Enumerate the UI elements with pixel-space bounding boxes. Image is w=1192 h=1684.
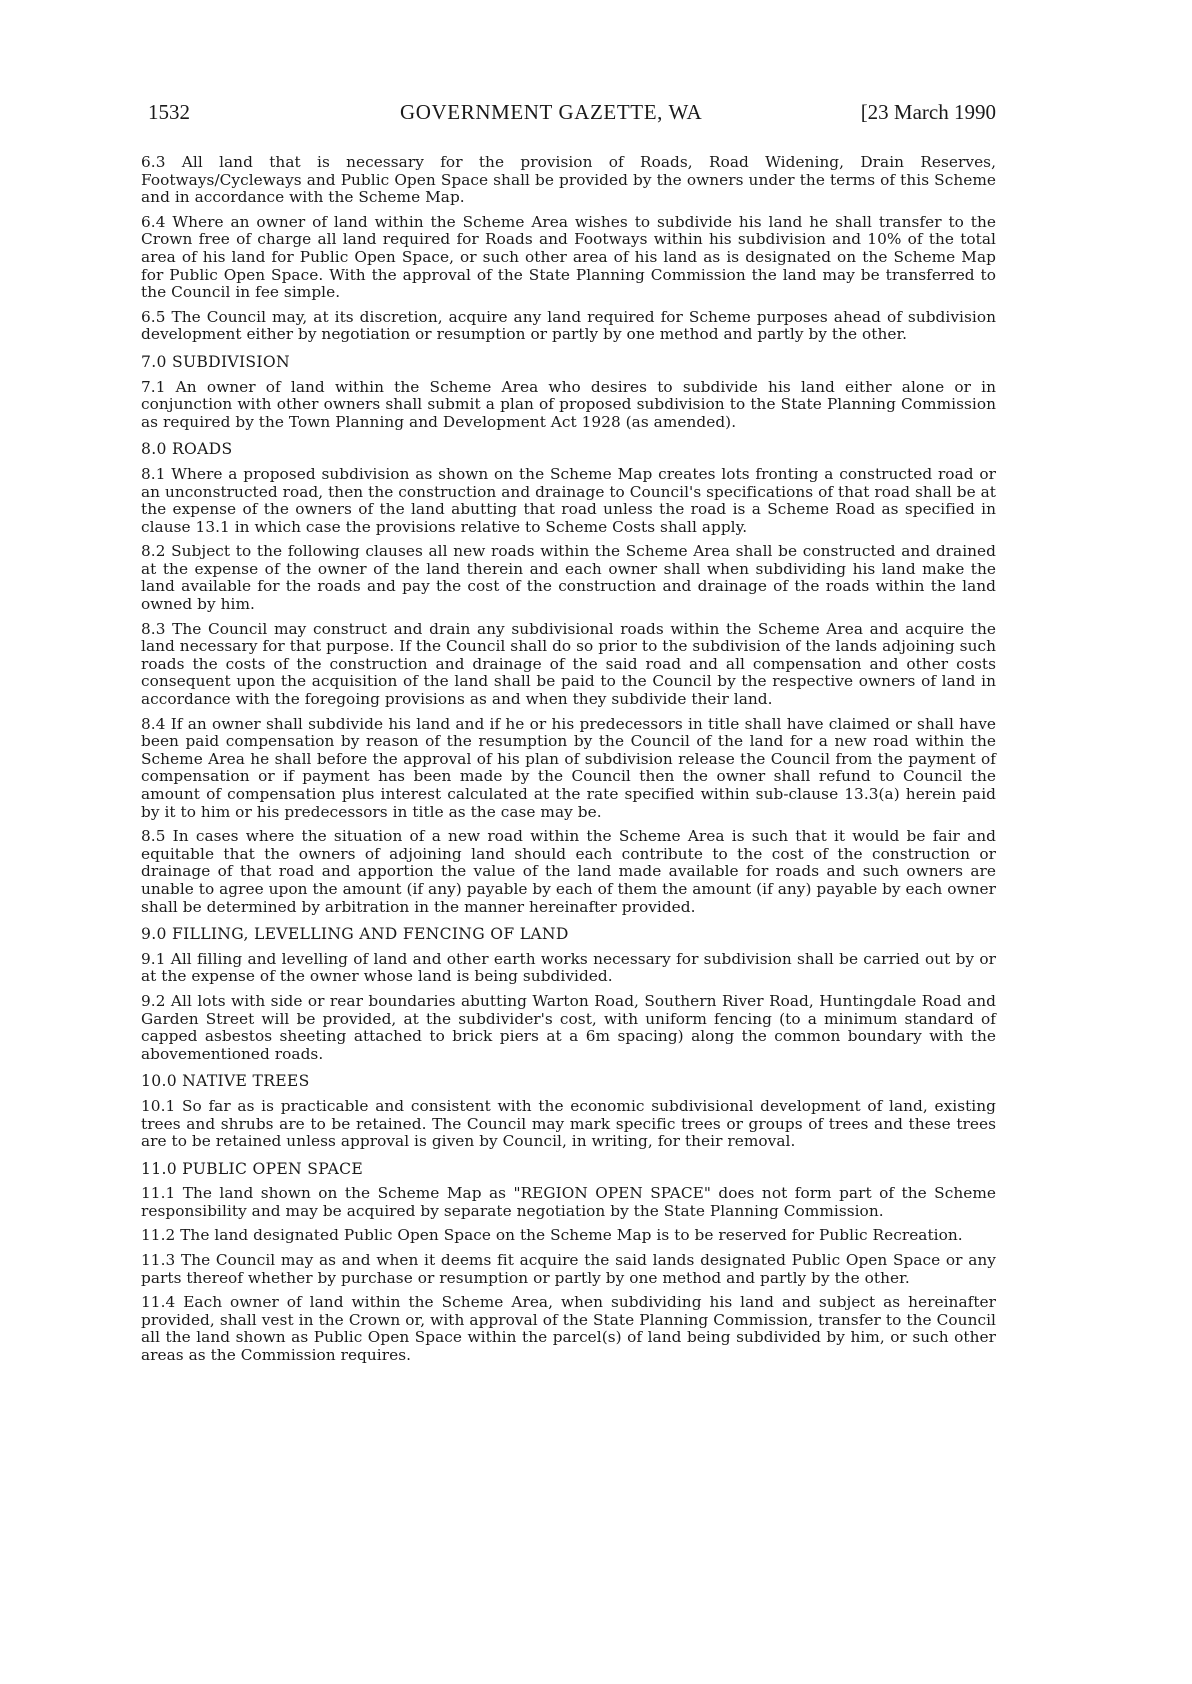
- clause-paragraph: 11.1 The land shown on the Scheme Map as "REGION OPEN SPACE" does not form part of the Scheme responsibility and may be acquired by separate negotiation by the State Planning Commission.: [141, 1184, 996, 1220]
- clause-paragraph: 11.3 The Council may as and when it deems fit acquire the said lands designated Public Open Space or any parts thereof whether by purchase or resumption or partly by one method and partly by the other.: [141, 1251, 996, 1287]
- clause-paragraph: 9.1 All filling and levelling of land and other earth works necessary for subdivision shall be carried out by or at the expense of the owner whose land is being subdivided.: [141, 949, 996, 986]
- clause-paragraph: 9.2 All lots with side or rear boundaries abutting Warton Road, Southern River Road, Huntingdale Road and Garden Street will be provided, at the subdivider's cost, with uniform fencing (to a minimum standard of capped asbestos sheeting attached to brick piers at a 6m spacing) along the common boundary with the abovementioned roads.: [141, 991, 996, 1063]
- clause-paragraph: 11.4 Each owner of land within the Scheme Area, when subdividing his land and subject as hereinafter provided, shall vest in the Crown or, with approval of the State Planning Commission, transfer to the Council all the land shown as Public Open Space within the parcel(s) of land being subdivided by him, or such other areas as the Commission requires.: [141, 1293, 996, 1365]
- clause-paragraph: 6.5 The Council may, at its discretion, acquire any land required for Scheme purposes ahead of subdivision development either by negotiation or resumption or partly by one method and partly by the other.: [141, 307, 996, 344]
- clause-paragraph: 11.2 The land designated Public Open Space on the Scheme Map is to be reserved for Public Recreation.: [141, 1226, 963, 1245]
- publication-title: GOVERNMENT GAZETTE, WA: [400, 100, 703, 124]
- clause-paragraph: 6.3 All land that is necessary for the provision of Roads, Road Widening, Drain Reserves, Footways/Cycleways and Public Open Space shall be provided by the owners under the terms of this Scheme and in accordance with the Scheme Map.: [141, 153, 996, 207]
- page-number: 1532: [148, 100, 190, 124]
- section-heading: 7.0 SUBDIVISION: [141, 352, 290, 371]
- section-heading: 10.0 NATIVE TREES: [141, 1072, 310, 1091]
- clause-paragraph: 6.4 Where an owner of land within the Scheme Area wishes to subdivide his land he shall transfer to the Crown free of charge all land required for Roads and Footways within his subdivision and 10% of the total area of his land for Public Open Space, or such other area of his land as is designated on the Scheme Map for Public Open Space. With the approval of the State Planning Commission the land may be transferred to the Council in fee simple.: [141, 212, 996, 302]
- clause-paragraph: 8.1 Where a proposed subdivision as shown on the Scheme Map creates lots fronting a constructed road or an unconstructed road, then the construction and drainage to Council's specifications of that road shall be at the expense of the owners of the land abutting that road unless the road is a Scheme Road as specified in clause 13.1 in which case the provisions relative to Scheme Costs shall apply.: [141, 464, 996, 536]
- clause-paragraph: 10.1 So far as is practicable and consistent with the economic subdivisional development of land, existing trees and shrubs are to be retained. The Council may mark specific trees or groups of trees and these trees are to be retained unless approval is given by Council, in writing, for their removal.: [141, 1096, 996, 1151]
- section-heading: 9.0 FILLING, LEVELLING AND FENCING OF LAND: [141, 925, 569, 944]
- clause-paragraph: 8.4 If an owner shall subdivide his land and if he or his predecessors in title shall have claimed or shall have been paid compensation by reason of the resumption by the Council of the land for a new road within the Scheme Area he shall before the approval of his plan of subdivision release the Council from the payment of compensation or if payment has been made by the Council then the owner shall refund to Council the amount of compensation plus interest calculated at the rate specified within sub-clause 13.3(a) herein paid by it to him or his predecessors in title as the case may be.: [141, 714, 996, 821]
- page-header: [148, 100, 996, 130]
- issue-date: [23 March 1990: [860, 100, 996, 124]
- document-body: [141, 154, 996, 1372]
- section-heading: 8.0 ROADS: [141, 440, 233, 459]
- section-heading: 11.0 PUBLIC OPEN SPACE: [141, 1159, 364, 1178]
- clause-paragraph: 8.2 Subject to the following clauses all new roads within the Scheme Area shall be constructed and drained at the expense of the owner of the land therein and each owner shall when subdividing his land make the land available for the roads and pay the cost of the construction and drainage of the roads within the land owned by him.: [141, 542, 996, 614]
- clause-paragraph: 8.3 The Council may construct and drain any subdivisional roads within the Scheme Area and acquire the land necessary for that purpose. If the Council shall do so prior to the subdivision of the lands adjoining such roads the costs of the construction and drainage of the said road and all compensation and other costs consequent upon the acquisition of the land shall be paid to the Council by the respective owners of land in accordance with the foregoing provisions as and when they subdivide their land.: [141, 619, 996, 709]
- clause-paragraph: 7.1 An owner of land within the Scheme Area who desires to subdivide his land either alone or in conjunction with other owners shall submit a plan of proposed subdivision to the State Planning Commission as required by the Town Planning and Development Act 1928 (as amended).: [141, 377, 996, 431]
- clause-paragraph: 8.5 In cases where the situation of a new road within the Scheme Area is such that it would be fair and equitable that the owners of adjoining land should each contribute to the cost of the construction or drainage of that road and apportion the value of the land made available for roads and such owners are unable to agree upon the amount (if any) payable by each of them the amount (if any) payable by each owner shall be determined by arbitration in the manner hereinafter provided.: [141, 827, 997, 916]
